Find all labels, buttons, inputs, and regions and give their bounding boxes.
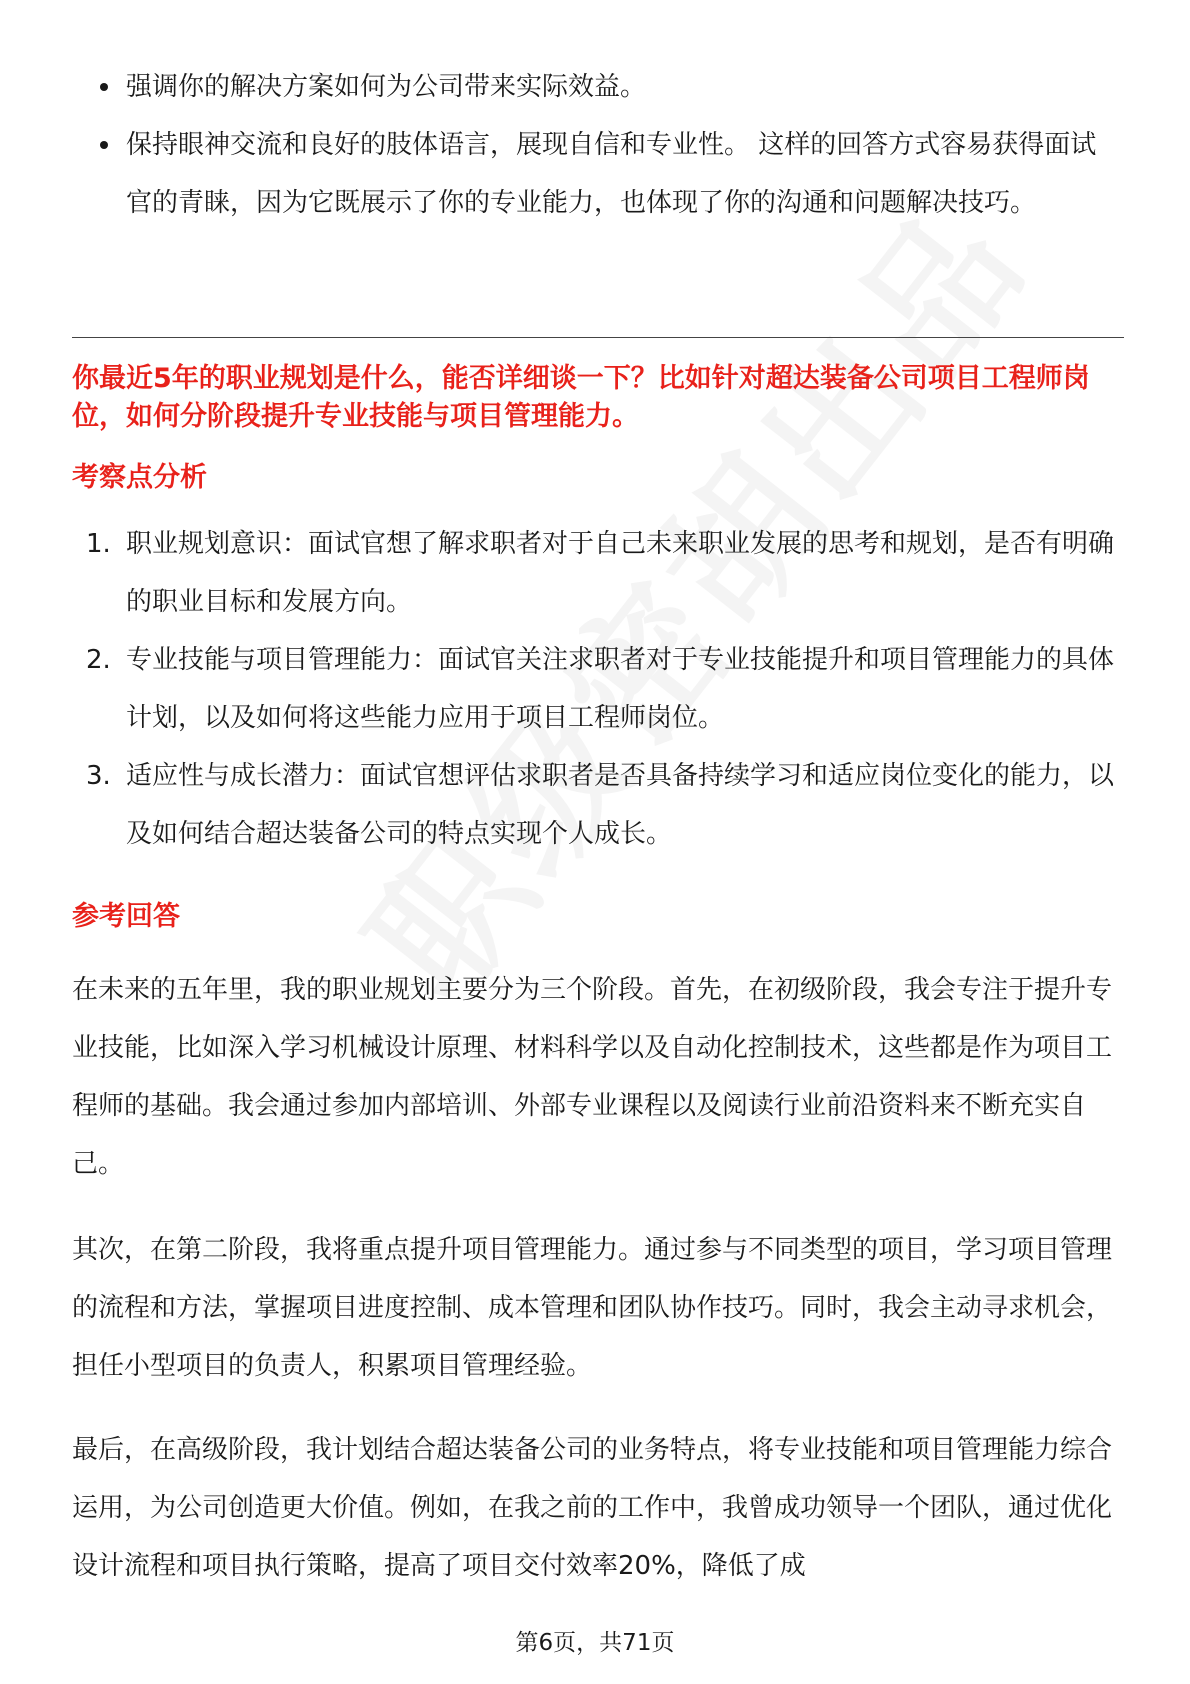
section-divider: [72, 337, 1124, 338]
analysis-heading: 考察点分析: [72, 462, 207, 493]
answer-paragraph: 其次，在第二阶段，我将重点提升项目管理能力。通过参与不同类型的项目，学习项目管理的流程和方法，掌握项目进度控制、成本管理和团队协作技巧。同时，我会主动寻求机会，担任小型项目的负责人，积累项目管理经验。: [72, 1235, 1113, 1381]
analysis-item: [72, 515, 1122, 631]
item-text: 职业规划意识：面试官想了解求职者对于自己未来职业发展的思考和规划，是否有明确的职业目标和发展方向。: [126, 529, 1115, 617]
analysis-item: [72, 747, 1122, 863]
answer-paragraph: 在未来的五年里，我的职业规划主要分为三个阶段。首先，在初级阶段，我会专注于提升专业技能，比如深入学习机械设计原理、材料科学以及自动化控制技术，这些都是作为项目工程师的基础。我会通过参加内部培训、外部专业课程以及阅读行业前沿资料来不断充实自己。: [72, 975, 1113, 1179]
item-number: 2.: [86, 645, 111, 675]
bullet-item: 强调你的解决方案如何为公司带来实际效益。: [72, 58, 1122, 116]
answer-heading: 参考回答: [72, 901, 180, 932]
page-number: 第6页，共71页: [515, 1630, 675, 1656]
item-number: 1.: [86, 529, 111, 559]
question-title: 你最近5年的职业规划是什么，能否详细谈一下？比如针对超达装备公司项目工程师岗位，如何分阶段提升专业技能与项目管理能力。: [72, 363, 1090, 432]
analysis-item: [72, 631, 1122, 747]
analysis-list: [72, 515, 1122, 863]
item-text: 适应性与成长潜力：面试官想评估求职者是否具备持续学习和适应岗位变化的能力，以及如何结合超达装备公司的特点实现个人成长。: [126, 761, 1115, 849]
top-bullet-list: [72, 58, 1122, 232]
answer-paragraph: 最后，在高级阶段，我计划结合超达装备公司的业务特点，将专业技能和项目管理能力综合运用，为公司创造更大价值。例如，在我之前的工作中，我曾成功领导一个团队，通过优化设计流程和项目执行策略，提高了项目交付效率20%，降低了成: [72, 1435, 1113, 1581]
item-number: 3.: [86, 761, 111, 791]
item-text: 专业技能与项目管理能力：面试官关注求职者对于专业技能提升和项目管理能力的具体计划，以及如何将这些能力应用于项目工程师岗位。: [126, 645, 1115, 733]
bullet-item: 保持眼神交流和良好的肢体语言，展现自信和专业性。 这样的回答方式容易获得面试官的青睐，因为它既展示了你的专业能力，也体现了你的沟通和问题解决技巧。: [72, 116, 1122, 232]
